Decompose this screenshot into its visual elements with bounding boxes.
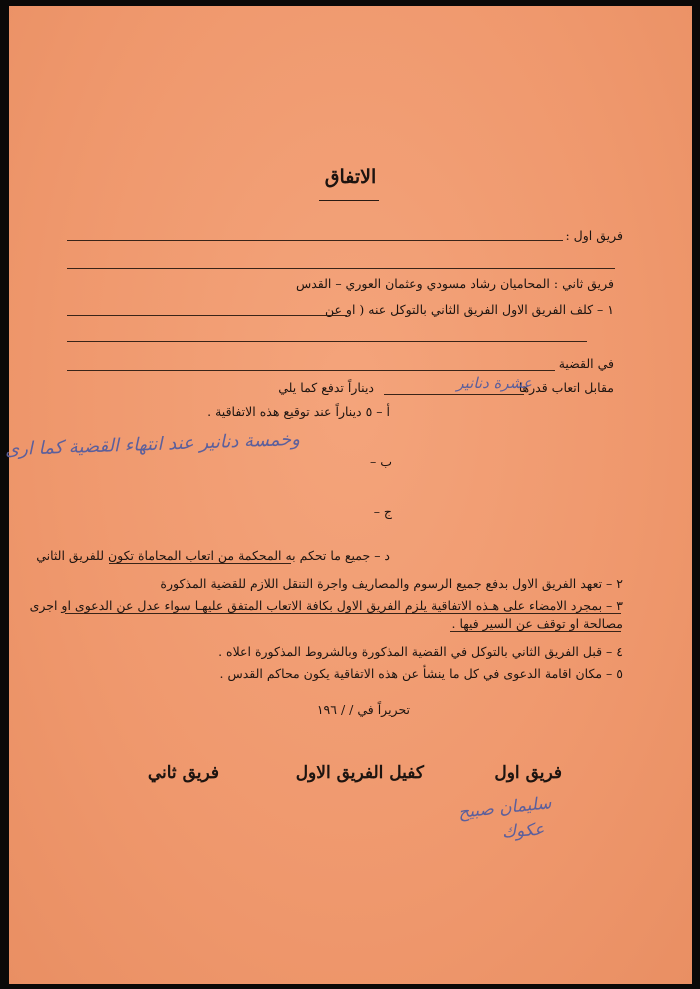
blank-line-1 (67, 268, 615, 269)
signature-2: عكوك (501, 819, 545, 843)
case-line (67, 370, 555, 371)
item-d: د – جميع ما تحكم به المحكمة من اتعاب المحاماة تكون للفريق الثاني (36, 548, 390, 563)
party-one-line (67, 240, 563, 241)
clause-3-line-2: مصالحة او توقف عن السير فيها . (451, 616, 623, 631)
sig-party-one: فريق اول (494, 763, 562, 783)
item-b-label: ب – (370, 454, 392, 469)
clause-3-underline-2 (450, 631, 621, 632)
clause-2: ٢ – تعهد الفريق الاول بدفع جميع الرسوم والمصاريف واجرة التنقل اللازم للقضية المذكورة (160, 576, 623, 591)
item-b-handwritten: وخمسة دنانير عند انتهاء القضية كما ارى (4, 428, 301, 461)
party-two-text: فريق ثاني : المحاميان رشاد مسودي وعثمان العوري – القدس (295, 276, 614, 291)
item-j-label: ج – (373, 504, 392, 519)
case-label: في القضية (558, 356, 614, 371)
clause-3-line-1: ٣ – بمجرد الامضاء على هـذه الاتفاقية يلزم الفريق الاول بكافة الاتعاب المتفق عليهـا سواء عدل عن الدعوى او اجرى (29, 598, 623, 613)
item-a: أ – ٥ ديناراً عند توقيع هذه الاتفاقية . (207, 404, 390, 419)
sig-party-two: فريق ثاني (147, 763, 219, 783)
item-d-underline (109, 563, 291, 564)
clause-1: ١ – كلف الفريق الاول الفريق الثاني بالتوكل عنه ( او عن (324, 302, 614, 317)
page-title: الاتفاق (324, 166, 377, 188)
fees-prefix: مقابل اتعاب قدرها (518, 380, 614, 395)
clause-5: ٥ – مكان اقامة الدعوى في كل ما ينشأ عن هذه الاتفاقية يكون محاكم القدس . (219, 666, 623, 681)
party-one-label: فريق اول : (565, 228, 623, 243)
clause-4: ٤ – قبل الفريق الثاني بالتوكل في القضية المذكورة وبالشروط المذكورة اعلاه . (218, 644, 623, 659)
clause-1-line (67, 315, 347, 316)
fees-amount-line (384, 394, 524, 395)
fees-suffix: ديناراً تدفع كما يلي (278, 380, 374, 395)
title-underline (319, 200, 379, 201)
fees-handwritten: عشرة دنانير (456, 374, 532, 392)
agreement-sheet (4, 6, 692, 984)
clause-3-underline-1 (65, 613, 621, 614)
blank-line-2 (67, 341, 587, 342)
signature-1: سليمان صبيح (457, 793, 553, 823)
date-line: تحريراً في / / ١٩٦ (316, 702, 410, 717)
sig-guarantor: كفيل الفريق الاول (295, 763, 424, 783)
